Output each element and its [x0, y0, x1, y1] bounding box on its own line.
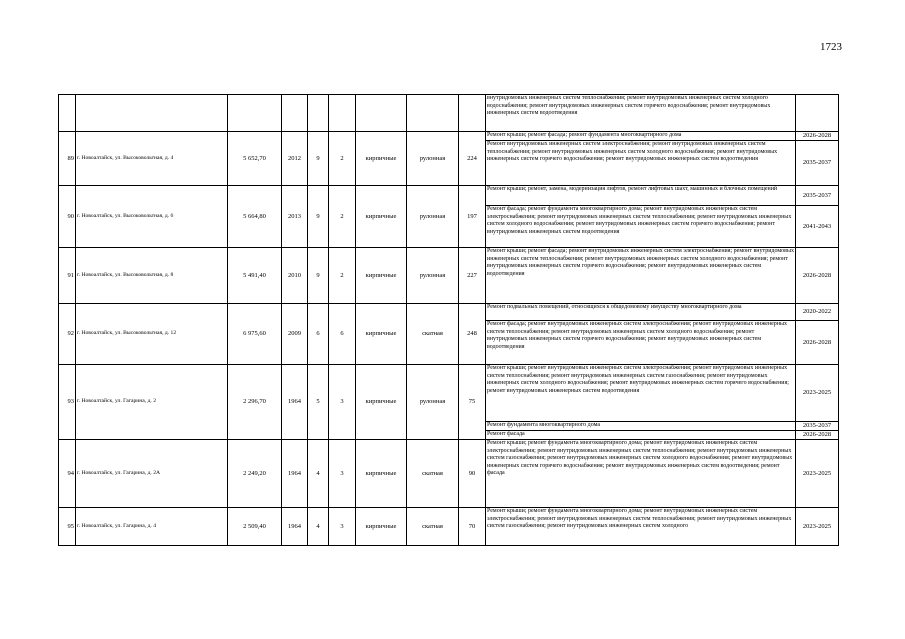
- address-cell: г. Новоалтайск, ул. Высоковольтная, д. 6: [76, 186, 228, 248]
- area-cell: 6 975,60: [228, 304, 282, 365]
- table-row: [59, 248, 839, 304]
- year-cell: 2009: [282, 304, 308, 365]
- floors-cell: 9: [308, 186, 329, 248]
- roof-type-cell: скатная: [407, 440, 459, 508]
- roof-type-cell: рулонная: [407, 365, 459, 440]
- works-cell: Ремонт крыши; ремонт, замена, модернизация лифтов, ремонт лифтовых шахт, машинных и блочных помещений: [486, 186, 796, 206]
- residents-cell: 248: [459, 304, 486, 365]
- floors-cell: 4: [308, 440, 329, 508]
- year-cell: 2010: [282, 248, 308, 304]
- works-cell: Ремонт крыши; ремонт фундамента многоквартирного дома; ремонт внутридомовых инженерных систем электроснабжения; ремонт внутридомовых инженерных систем теплоснабжения; ремонт внутридомовых инженерных систем газоснабжения; ремонт внутридомовых инженерных систем холодного: [486, 508, 796, 546]
- roof-type-cell: скатная: [407, 508, 459, 546]
- address-cell: г. Новоалтайск, ул. Гагарина, д. 2А: [76, 440, 228, 508]
- continuation-row: [59, 95, 839, 132]
- residents-cell: 224: [459, 132, 486, 186]
- term-cell: 2026-2028: [796, 248, 839, 304]
- area-cell: 5 664,80: [228, 186, 282, 248]
- entrances-cell: 3: [329, 440, 356, 508]
- works-cell: Ремонт фасада; ремонт внутридомовых инженерных систем электроснабжения; ремонт внутридомовых инженерных систем теплоснабжения; ремонт внутридомовых инженерных систем холодного водоснабжения; ремонт внутридомовых инженерных систем горячего водоснабжения; ремонт внутридомовых инженерных систем водоотведения: [486, 321, 796, 365]
- address-cell: г. Новоалтайск, ул. Высоковольтная, д. 4: [76, 132, 228, 186]
- address-cell: г. Новоалтайск, ул. Высоковольтная, д. 8: [76, 248, 228, 304]
- table-row: [59, 186, 839, 206]
- works-cell: Ремонт внутридомовых инженерных систем электроснабжения; ремонт внутридомовых инженерных систем теплоснабжения; ремонт внутридомовых инженерных систем холодного водоснабжения; ремонт внутридомовых инженерных систем горячего водоснабжения; ремонт внутридомовых инженерных систем водоотведения: [486, 141, 796, 186]
- works-cell: Ремонт фундамента многоквартирного дома: [486, 422, 796, 431]
- address-cell: г. Новоалтайск, ул. Гагарина, д. 2: [76, 365, 228, 440]
- area-cell: 5 491,40: [228, 248, 282, 304]
- area-cell: 2 296,70: [228, 365, 282, 440]
- wall-material-cell: кирпичные: [356, 186, 407, 248]
- wall-material-cell: кирпичные: [356, 248, 407, 304]
- floors-cell: 9: [308, 132, 329, 186]
- entrances-cell: 3: [329, 365, 356, 440]
- wall-material-cell: кирпичные: [356, 440, 407, 508]
- wall-material-cell: кирпичные: [356, 132, 407, 186]
- row-number: 89: [59, 132, 76, 186]
- wall-material-cell: кирпичные: [356, 365, 407, 440]
- row-number: 91: [59, 248, 76, 304]
- area-cell: 2 509,40: [228, 508, 282, 546]
- roof-type-cell: рулонная: [407, 132, 459, 186]
- roof-type-cell: скатная: [407, 304, 459, 365]
- year-cell: 2013: [282, 186, 308, 248]
- term-cell: 2026-2028: [796, 321, 839, 365]
- residents-cell: 227: [459, 248, 486, 304]
- table-row: [59, 132, 839, 141]
- address-cell: г. Новоалтайск, ул. Высоковольтная, д. 12: [76, 304, 228, 365]
- table-row: [59, 304, 839, 321]
- roof-type-cell: рулонная: [407, 248, 459, 304]
- row-number: 92: [59, 304, 76, 365]
- works-cell: Ремонт подвальных помещений, относящихся к общедомовому имуществу многоквартирного дома: [486, 304, 796, 321]
- entrances-cell: 2: [329, 132, 356, 186]
- term-cell: 2041-2043: [796, 206, 839, 248]
- row-number: 94: [59, 440, 76, 508]
- term-cell: 2023-2025: [796, 508, 839, 546]
- table-row: [59, 440, 839, 508]
- floors-cell: 6: [308, 304, 329, 365]
- roof-type-cell: рулонная: [407, 186, 459, 248]
- year-cell: 2012: [282, 132, 308, 186]
- residents-cell: 197: [459, 186, 486, 248]
- works-cell: Ремонт крыши; ремонт фасада; ремонт фундамента многоквартирного дома: [486, 132, 796, 141]
- works-cell: Ремонт крыши; ремонт внутридомовых инженерных систем электроснабжения; ремонт внутридомовых инженерных систем теплоснабжения; ремонт внутридомовых инженерных систем газоснабжения; ремонт внутридомовых инженерных систем холодного водоснабжения; ремонт внутридомовых инженерных систем горячего водоснабжения; ремонт внутридомовых инженерных систем водоотведения: [486, 365, 796, 422]
- table-row: [59, 365, 839, 422]
- residents-cell: 90: [459, 440, 486, 508]
- year-cell: 1964: [282, 508, 308, 546]
- term-cell: 2035-2037: [796, 186, 839, 206]
- floors-cell: 9: [308, 248, 329, 304]
- entrances-cell: 3: [329, 508, 356, 546]
- term-cell: 2026-2028: [796, 132, 839, 141]
- entrances-cell: 2: [329, 248, 356, 304]
- capital-repair-table: [58, 94, 839, 546]
- works-cell: Ремонт фасада; ремонт фундамента многоквартирного дома; ремонт внутридомовых инженерных систем электроснабжения; ремонт внутридомовых инженерных систем теплоснабжения; ремонт внутридомовых инженерных систем холодного водоснабжения; ремонт внутридомовых инженерных систем горячего водоснабжения; ремонт внутридомовых инженерных систем водоотведения: [486, 206, 796, 248]
- works-cell: Ремонт крыши; ремонт фасада; ремонт внутридомовых инженерных систем электроснабжения; ремонт внутридомовых инженерных систем теплоснабжения; ремонт внутридомовых инженерных систем холодного водоснабжения; ремонт внутридомовых инженерных систем горячего водоснабжения; ремонт внутридомовых инженерных систем водоотведения: [486, 248, 796, 304]
- area-cell: 2 249,20: [228, 440, 282, 508]
- row-number: 93: [59, 365, 76, 440]
- term-cell: 2023-2025: [796, 365, 839, 422]
- term-cell: 2020-2022: [796, 304, 839, 321]
- works-cell: Ремонт фасада: [486, 431, 796, 440]
- term-cell: 2035-2037: [796, 141, 839, 186]
- year-cell: 1964: [282, 440, 308, 508]
- floors-cell: 5: [308, 365, 329, 440]
- page-number: 1723: [820, 41, 842, 53]
- address-cell: г. Новоалтайск, ул. Гагарина, д. 4: [76, 508, 228, 546]
- residents-cell: 70: [459, 508, 486, 546]
- wall-material-cell: кирпичные: [356, 304, 407, 365]
- term-cell: 2026-2028: [796, 431, 839, 440]
- row-number: 90: [59, 186, 76, 248]
- works-cell: внутридомовых инженерных систем теплоснабжения; ремонт внутридомовых инженерных систем холодного водоснабжения; ремонт внутридомовых инженерных систем горячего водоснабжения; ремонт внутридомовых инженерных систем водоотведения: [486, 95, 796, 132]
- entrances-cell: 6: [329, 304, 356, 365]
- table-row: [59, 508, 839, 546]
- area-cell: 5 652,70: [228, 132, 282, 186]
- wall-material-cell: кирпичные: [356, 508, 407, 546]
- year-cell: 1964: [282, 365, 308, 440]
- floors-cell: 4: [308, 508, 329, 546]
- works-cell: Ремонт крыши; ремонт фундамента многоквартирного дома; ремонт внутридомовых инженерных систем электроснабжения; ремонт внутридомовых инженерных систем теплоснабжения; ремонт внутридомовых инженерных систем газоснабжения; ремонт внутридомовых инженерных систем холодного водоснабжения; ремонт внутридомовых инженерных систем горячего водоснабжения; ремонт внутридомовых инженерных систем водоотведения; ремонт фасада: [486, 440, 796, 508]
- entrances-cell: 2: [329, 186, 356, 248]
- row-number: 95: [59, 508, 76, 546]
- term-cell: 2035-2037: [796, 422, 839, 431]
- term-cell: 2023-2025: [796, 440, 839, 508]
- residents-cell: 75: [459, 365, 486, 440]
